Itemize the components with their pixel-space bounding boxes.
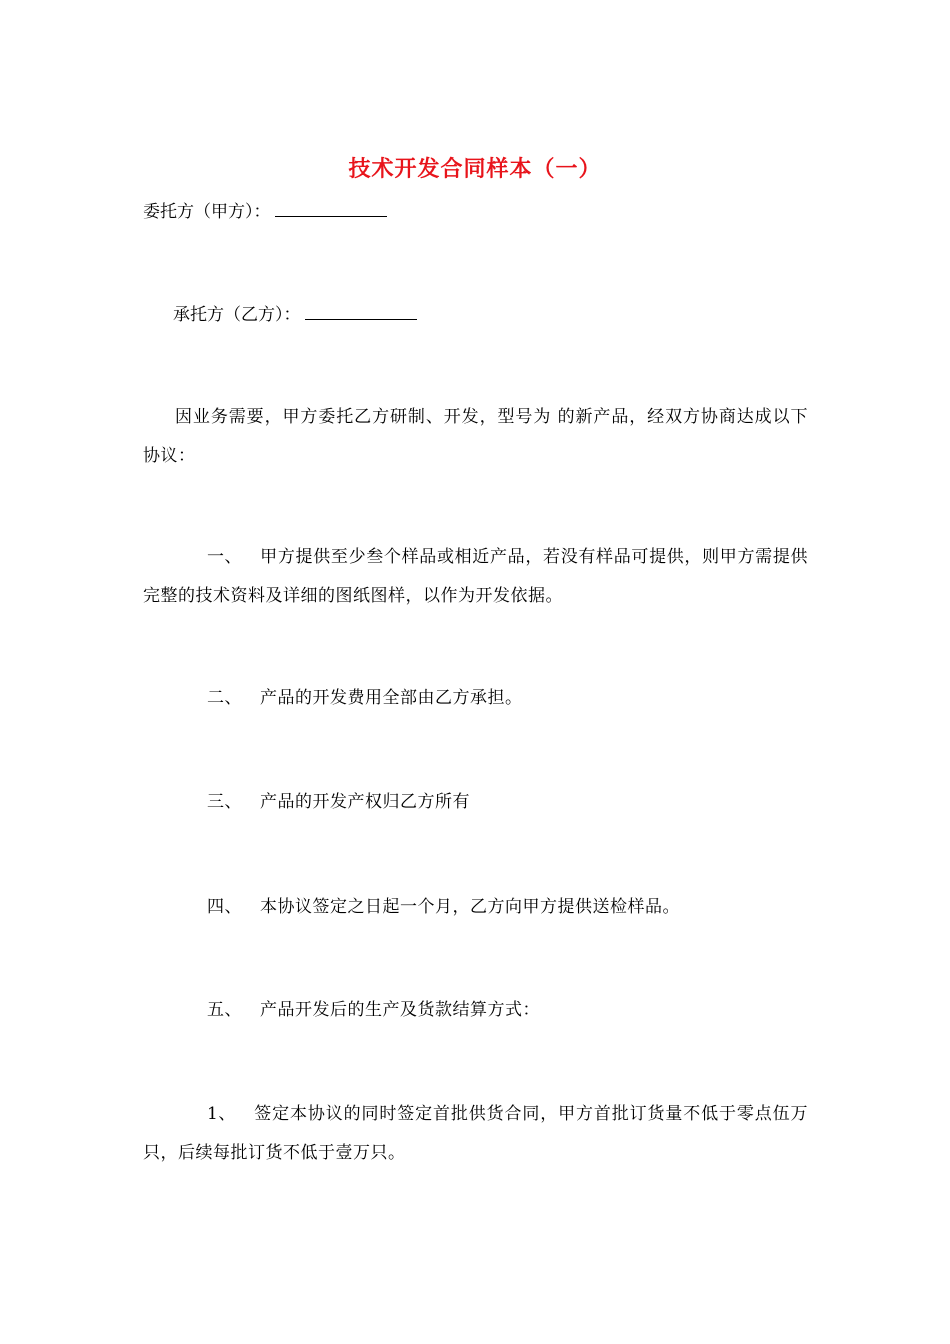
clause-text: 产品的开发费用全部由乙方承担。 — [260, 688, 523, 708]
clause-text: 产品开发后的生产及货款结算方式： — [260, 1000, 540, 1020]
clause-number: 1、 — [207, 1104, 236, 1124]
intro-paragraph: 因业务需要，甲方委托乙方研制、开发，型号为 的新产品，经双方协商达成以下协议： — [143, 407, 808, 466]
clause-number: 二、 — [207, 688, 242, 708]
party-b-blank — [305, 301, 417, 320]
clause-number: 三、 — [207, 792, 242, 812]
clause-5 — [143, 991, 808, 1030]
clause-number: 五、 — [207, 1000, 242, 1020]
clause-number: 四、 — [207, 897, 242, 917]
clause-text: 签定本协议的同时签定首批供货合同，甲方首批订货量不低于零点伍万只，后续每批订货不低于壹万只。 — [143, 1104, 808, 1163]
party-b-line — [173, 300, 417, 330]
party-a-blank — [275, 198, 387, 217]
clause-5-1 — [143, 1095, 808, 1173]
document-title: 技术开发合同样本（一） — [348, 156, 602, 182]
clause-number: 一、 — [207, 547, 242, 567]
clause-1 — [143, 538, 808, 616]
party-b-label: 承托方（乙方）： — [173, 305, 301, 325]
clause-text: 甲方提供至少叁个样品或相近产品，若没有样品可提供，则甲方需提供完整的技术资料及详细的图纸图样，以作为开发依据。 — [143, 547, 808, 606]
clause-text: 本协议签定之日起一个月，乙方向甲方提供送检样品。 — [260, 897, 680, 917]
clause-3 — [143, 783, 808, 822]
party-a-line — [143, 197, 387, 227]
clause-text: 产品的开发产权归乙方所有 — [260, 792, 470, 812]
clause-2 — [143, 679, 808, 718]
clause-4 — [143, 888, 808, 927]
party-a-label: 委托方（甲方）： — [143, 202, 271, 222]
